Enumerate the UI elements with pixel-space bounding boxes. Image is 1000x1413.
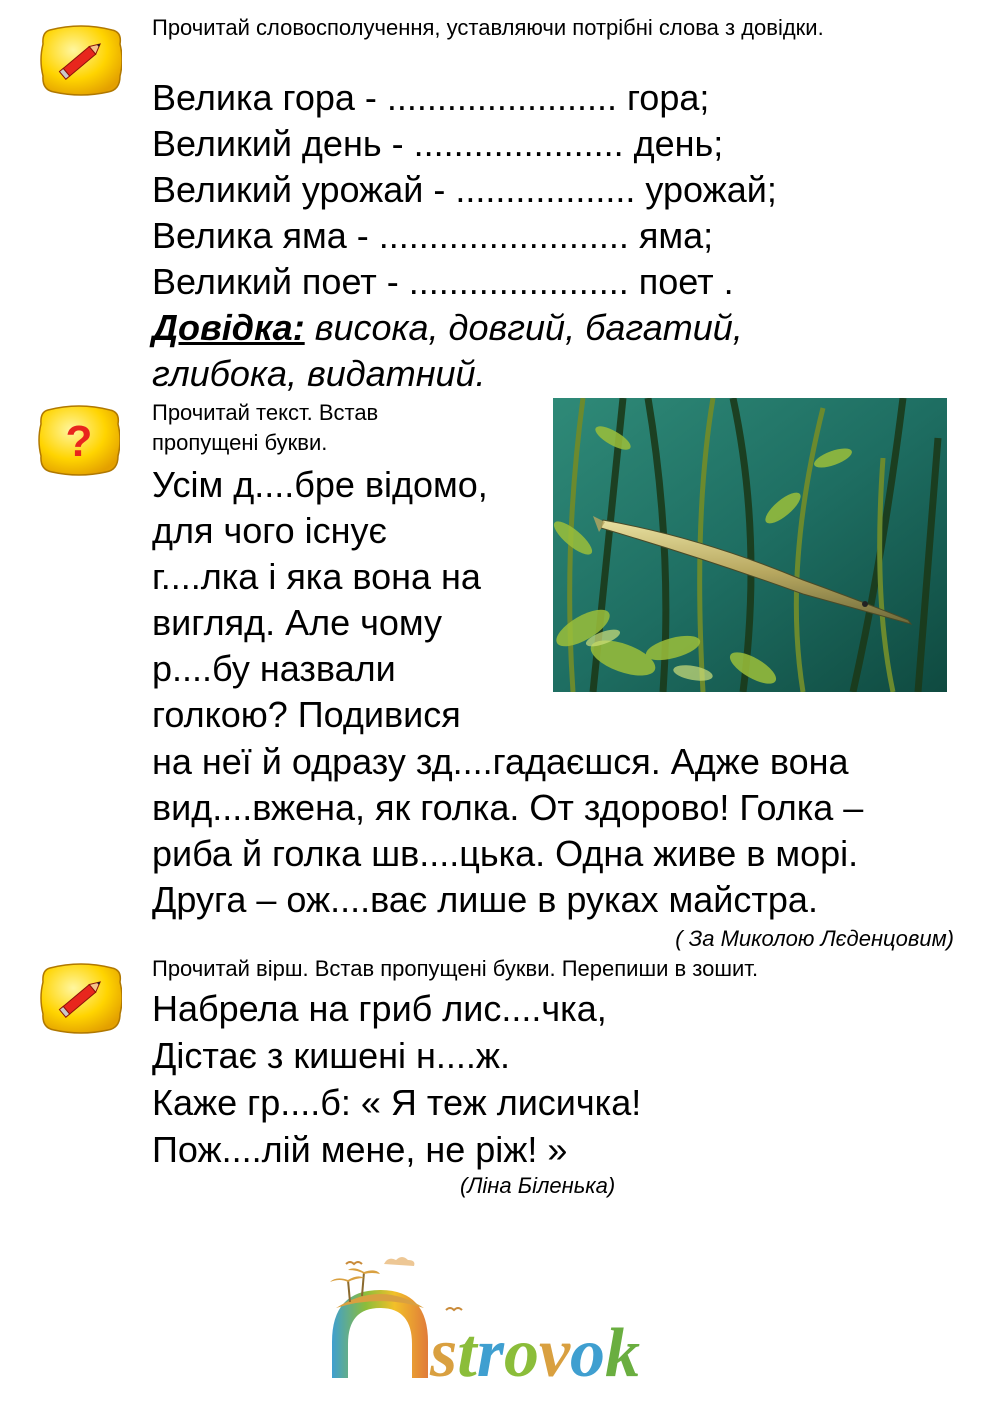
question-mark-icon [38,404,120,476]
task2-instruction-2: пропущені букви. [152,430,328,455]
task1-line-4: Велика яма - ......................... яма; [152,215,714,256]
task3-source: (Ліна Біленька) [460,1173,616,1198]
task2-line-10: Друга – ож....ває лише в руках майстра. [152,879,818,920]
task1-instruction: Прочитай словосполучення, уставляючи потрібні слова з довідки. [152,15,824,40]
task3-instruction: Прочитай вірш. Встав пропущені букви. Перепиши в зошит. [152,956,759,981]
pipefish-photo [553,398,947,692]
reference-label: Довідка: [152,307,305,348]
task3-line-1: Набрела на гриб лис....чка, [152,988,607,1029]
task2-source: ( За Миколою Лєденцовим) [675,926,954,951]
task2-line-4: вигляд. Але чому [152,602,443,643]
task1-reference [152,305,743,351]
task1-line-2: Великий день - ..................... день; [152,123,724,164]
task2-line-5: р....бу назвали [152,648,396,689]
task2-line-9: риба й голка шв....цька. Одна живе в морі. [152,833,859,874]
task2-line-6: голкою? Подивися [152,694,461,735]
task1-line-1: Велика гора - ....................... гора; [152,77,710,118]
pencil-icon [40,962,122,1034]
task1-line-3: Великий урожай - .................. урожай; [152,169,777,210]
task2-instruction-1: Прочитай текст. Встав [152,400,379,425]
task1-line-5: Великий поет - ...................... поет . [152,261,734,302]
task2-line-7: на неї й одразу зд....гадаєшся. Адже вона [152,741,849,782]
task2-line-3: г....лка і яка вона на [152,556,481,597]
task3-line-2: Дістає з кишені н....ж. [152,1035,510,1076]
task2-line-8: вид....вжена, як голка. От здорово! Голка – [152,787,864,828]
reference-words-2: глибока, видатний. [152,353,486,394]
reference-words-1: висока, довгий, багатий, [314,307,743,348]
ostrovok-logo [318,1250,758,1385]
task3-line-3: Каже гр....б: « Я теж лисичка! [152,1082,642,1123]
logo-text: strovok [430,1315,641,1385]
pencil-icon [40,24,122,96]
task2-line-1: Усім д....бре відомо, [152,464,488,505]
svg-text:?: ? [65,417,93,466]
task3-line-4: Пож....лій мене, не ріж! » [152,1129,568,1170]
task2-line-2: для чого існує [152,510,387,551]
